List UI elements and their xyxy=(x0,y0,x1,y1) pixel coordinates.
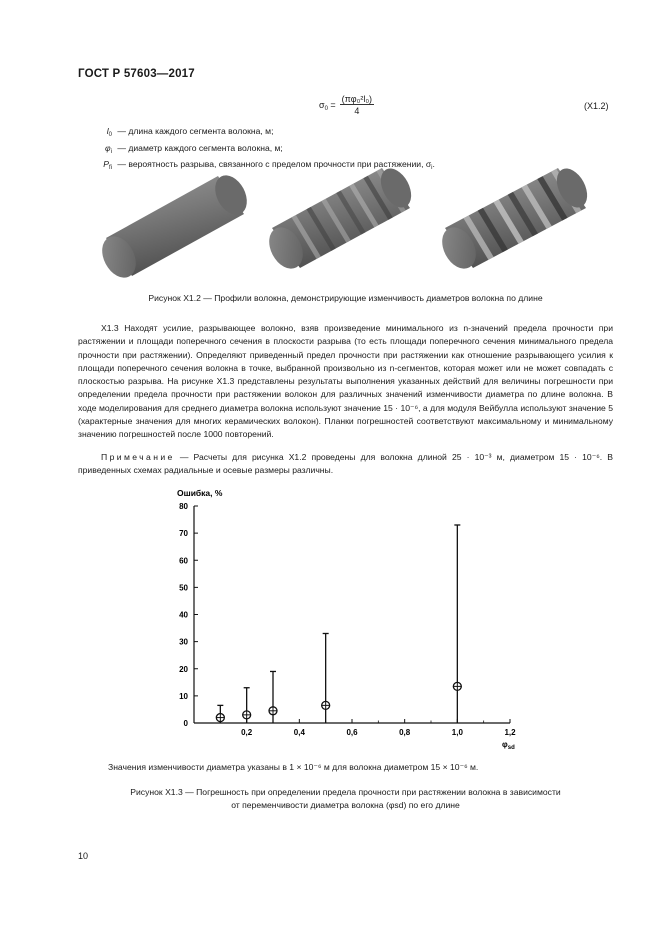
note-label: Примечание xyxy=(101,452,175,462)
chart-note: Значения изменчивости диаметра указаны в 1 × 10⁻⁶ м для волокна диаметром 15 × 10⁻⁶ м. xyxy=(108,762,479,772)
figure2-caption-line1: Рисунок Х1.3 — Погрешность при определении предела прочности при растяжении волокна в зависимости xyxy=(130,787,561,797)
fiber-profiles-figure xyxy=(100,160,620,285)
y-tick-label: 80 xyxy=(179,502,188,511)
definition-tail-subscript: i xyxy=(431,165,433,171)
x-tick-label: 0,4 xyxy=(293,728,305,737)
definition-symbol: φ xyxy=(105,142,111,153)
definition-symbol: P xyxy=(103,159,109,169)
definition-tail: . xyxy=(432,159,435,169)
equation-number: (X1.2) xyxy=(584,101,609,111)
chart-y-axis-label: Ошибка, % xyxy=(177,488,223,498)
data-point xyxy=(269,671,277,723)
chart-x-ticks xyxy=(220,719,516,737)
data-point xyxy=(453,525,461,723)
chart-axes xyxy=(194,506,510,723)
definition-symbol: l xyxy=(106,126,109,136)
x-tick-label: 1,2 xyxy=(504,728,516,737)
y-tick-label: 10 xyxy=(179,691,188,701)
document-header: ГОСТ Р 57603—2017 xyxy=(78,68,195,80)
y-tick-label: 50 xyxy=(179,583,188,593)
definition-text: — диаметр каждого сегмента волокна, м; xyxy=(117,142,283,153)
y-tick-label: 0 xyxy=(183,719,188,728)
formula-denominator: 4 xyxy=(354,106,360,116)
error-chart xyxy=(160,482,530,752)
note-text: — Расчеты для рисунка Х1.2 проведены для волокна длиной 25 · 10⁻³ м, диаметром 15 · 10⁻⁶. В приведенных схемах радиальные и осевые размеры различны. xyxy=(78,452,613,476)
data-point xyxy=(216,705,224,723)
definition-text: — вероятность разрыва, связанного с пределом прочности при растяжении, σ xyxy=(117,159,432,169)
formula-lhs-sub: 0 xyxy=(324,105,328,112)
formula-numerator: (πφ₀²l₀) xyxy=(341,94,373,104)
fiber-profile-moderate-variation xyxy=(262,163,417,274)
fiber-profile-high-variation xyxy=(435,163,593,274)
chart-x-axis-label: $\varphi_{sd}$ xyxy=(502,740,515,751)
data-point xyxy=(243,688,251,723)
x-tick-label: 0,2 xyxy=(241,728,253,737)
formula-lhs: σ xyxy=(319,99,325,110)
definition-item xyxy=(98,142,435,159)
y-tick-label: 30 xyxy=(179,637,188,647)
chart-y-ticks xyxy=(179,502,198,728)
page-number: 10 xyxy=(78,851,89,861)
x-axis-label-subscript: sd xyxy=(507,745,515,751)
chart-points xyxy=(216,525,461,723)
x-tick-label: 1,0 xyxy=(451,728,463,737)
x-tick-label: 0,8 xyxy=(399,728,411,737)
definition-subscript: 0 xyxy=(108,132,112,138)
definition-item xyxy=(98,125,435,142)
paragraph-x1-3: Х1.3 Находят усилие, разрывающее волокно, взяв произведение минимального из n-значений предела прочности при растяжении и площади поперечного сечения в плоскости разрыва (то есть площади поперечного сечения минимального предела прочности при растяжении). Определяют приведенный предел прочности при растяжении как отношение разрывающего усилия к площади поперечного сечения волокна в точке, выбранной произвольно из n-сегментов, которая может или не может совпадать с плоскостью разрыва. На рисунке Х1.3 представлены результаты выполнения указанных действий для величины погрешности при определении предела прочности при растяжении волокон для различных значений изменчивости диаметра по длине волокна. В ходе моделирования для среднего диаметра волокна используют значение 15 · 10⁻⁶, а для модуля Вейбулла используют значение 5 (характерные значения для многих керамических волокон). Планки погрешностей соответствуют максимальному и минимальному значению погрешностей после 1000 повторений. xyxy=(78,323,613,440)
figure2-caption-line2: от переменчивости диаметра волокна (φsd) по его длине xyxy=(231,800,460,810)
definition-subscript: i xyxy=(110,148,112,155)
data-point xyxy=(322,633,330,723)
x-tick-label: 0,6 xyxy=(346,728,358,737)
figure1-caption: Рисунок Х1.2 — Профили волокна, демонстрирующие изменчивость диаметров волокна по длине xyxy=(148,293,543,303)
formula: $\sigma_0$ = (πφ₀²l₀) 4 xyxy=(319,94,373,116)
y-tick-label: 20 xyxy=(179,664,188,674)
definition-text: — длина каждого сегмента волокна, м; xyxy=(117,126,274,136)
definition-subscript: fi xyxy=(109,165,112,171)
y-tick-label: 60 xyxy=(179,556,188,566)
y-tick-label: 40 xyxy=(179,610,188,620)
y-tick-label: 70 xyxy=(179,529,188,539)
figure2-caption xyxy=(78,786,613,812)
note xyxy=(78,451,613,478)
fiber-profile-uniform xyxy=(100,170,253,284)
